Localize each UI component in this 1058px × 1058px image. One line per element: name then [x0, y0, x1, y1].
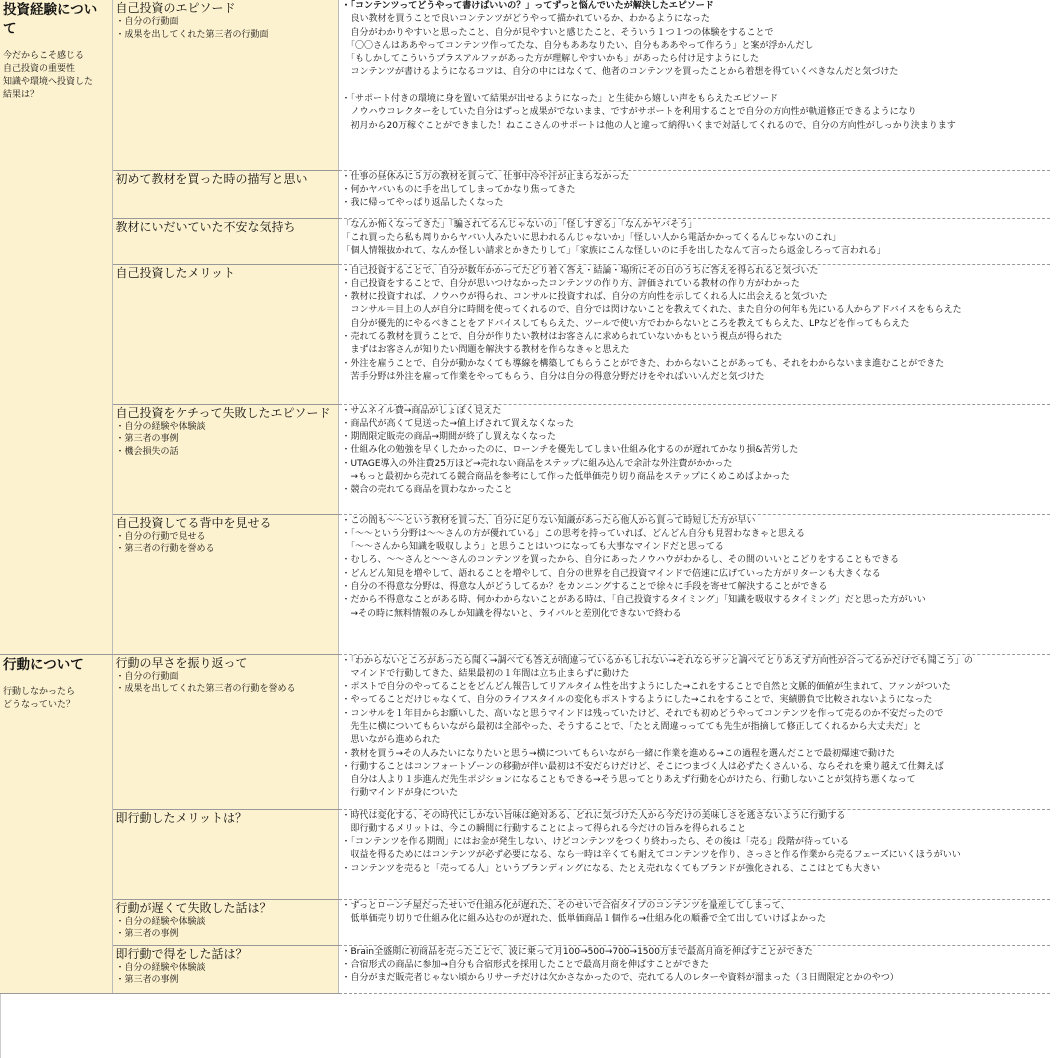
answer-line: 「個人情報抜かれて、なんか怪しい請求とかきたりして」「家族にこんな怪しいのに手を出したなんて言ったら返金しろって言われる」 — [341, 246, 886, 257]
answer-line: ・我に帰ってやっぱり返品したくなった — [341, 198, 504, 209]
section-cell[interactable] — [0, 654, 112, 993]
answer-line: ・自己投資することで、自分が数年かかってたどり着く答え・結論・場所にその日のうちに答えを得られると気づいた — [341, 265, 819, 276]
answer-line: ・コンサルを１年目からお願いした、高いなと思うマインドは残っていたけど、それでも初めどうやってコンテンツを作って売るのか不安だったので — [341, 708, 944, 719]
question-cell[interactable] — [112, 809, 338, 899]
question-subpoint: ・第三者の事例 — [115, 434, 179, 444]
question-cell[interactable] — [112, 218, 338, 264]
answer-line: ・教材を買う→その人みたいになりたいと思う→横についてもらいながら一緒に作業を進める→この過程を選んだことで最初爆速で動けた — [341, 748, 895, 759]
table-row — [0, 218, 1050, 264]
question-title: 初めて教材を買った時の描写と思い — [115, 171, 308, 186]
question-cell[interactable] — [112, 899, 338, 945]
question-title: 行動の早さを振り返って — [115, 655, 248, 670]
section-description-line: どうなっていた？ — [3, 699, 76, 710]
answer-line: →その時に無料情報のみしか知識を得ないと、ライバルと差別化できないで終わる — [341, 608, 682, 619]
table-row — [0, 945, 1050, 993]
table-row — [0, 170, 1050, 218]
section-description-line: 今だからこそ感じる — [3, 51, 85, 61]
answer-line: ・仕事の昼休みに５万の教材を買って、仕事中冷や汗が止まらなかった — [341, 171, 630, 182]
answer-line: ・UTAGE導入の外注費25万ほど→売れない商品をステップに組み込んで余計な外注費がかかった — [341, 458, 733, 469]
question-subpoint: ・成果を出してくれた第三者の行動面 — [115, 29, 269, 40]
answer-line — [342, 80, 1048, 93]
answer-line: ・ずっとローンチ屋だったせいで仕組み化が遅れた、そのせいで合宿タイプのコンテンツを量産してしまって、 — [341, 900, 790, 911]
question-cell[interactable] — [112, 404, 338, 514]
answer-line: 初月から20万稼ぐことができました！ねここさんのサポートは他の人と違って納得いくまで対話してくれるので、自分の方向性がしっかり決まります — [341, 120, 956, 131]
question-subpoint: ・自分の経験や体験談 — [115, 916, 206, 927]
section-description-line: 行動しなかったら — [3, 686, 76, 697]
answer-cell[interactable] — [338, 899, 1050, 945]
answer-line: 自分は人より１歩進んだ先生ポジションになることもできる→そう思ってとりあえず行動を心がけたら、行動しないことが気持ち悪くなって — [341, 775, 916, 786]
question-title: 教材にいだいていた不安な気持ち — [115, 219, 296, 234]
answer-line: ・行動することはコンフォートゾーンの移動が伴い最初は不安だらけだけど、そこにつまづく人は必ずたくさんいる、ならそれを乗り越えて仕舞えば — [341, 761, 944, 772]
answer-line: コンサル＝目上の人が自分に時間を使ってくれるので、自分では閃けないことを教えてくれた、また自分の何年も先にいる人からアドバイスをもらえた — [341, 305, 962, 316]
answer-line: ・やってることだけじゃなくて、自分のライフスタイルの変化もポストするようにした→これをすることで、実績勝負で比較されないようになった — [341, 695, 933, 706]
answer-line: 「もしかしてこういうプラスアルファがあった方が理解しやすいかも」があったら付け足すようにした — [341, 54, 760, 65]
question-cell[interactable] — [112, 264, 338, 404]
answer-line: ・コンテンツを売ると「売ってる人」というブランディングになる、たとえ売れなくてもブランドが強化される、ここはとても大きい — [341, 863, 881, 874]
question-cell[interactable] — [112, 170, 338, 218]
answer-line: 先生に横についてもらいながら最初は全部やった、そうすることで、「たとえ間違っってても先生が指摘して修正してくれるから大丈夫だ」と — [341, 721, 922, 732]
question-cell[interactable] — [112, 0, 338, 170]
answer-line: ・自己投資をすることで、自分が思いつけなかったコンテンツの作り方、評価されている教材の作り方がわかった — [341, 278, 800, 289]
answer-line: ・期間限定販売の商品→期間が終了し買えなくなった — [341, 432, 557, 443]
answer-line: 収益を得るためにはコンテンツが必ず必要になる、なら一時は辛くても耐えてコンテンツを作り、さっさと作る作業から売るフェーズにいくほうがいい — [341, 850, 961, 861]
answer-cell[interactable] — [338, 0, 1050, 170]
table-row — [0, 0, 1050, 170]
section-cell[interactable] — [0, 0, 112, 654]
answer-line: ノウハウコレクターをしていた自分はずっと成果がでないまま、ですがサポートを利用することで自分の方向性が軌道修正できるようになり — [341, 107, 917, 118]
section-description — [3, 686, 109, 712]
answer-line: ・どんどん知見を増やして、語れることを増やして、自分の世界を自己投資マインドで倍速に広げていった方がリターンも大きくなる — [341, 568, 881, 579]
answer-line: ・売れてる教材を買うことで、自分が作りたい教材はお客さんに求められていないかもという視点が得られた — [341, 331, 783, 342]
table-row — [0, 404, 1050, 514]
question-subpoint: ・自分の行動で見せる — [115, 531, 206, 542]
answer-line: 思いながら進められた — [341, 735, 441, 746]
question-title: 即行動で得をした話は？ — [115, 946, 248, 961]
answer-cell[interactable] — [338, 654, 1050, 809]
answer-line: 「なんか怖くなってきた」「騙されてるんじゃないの」「怪しすぎる」「なんかヤバそう」 — [341, 219, 698, 230]
answer-cell[interactable] — [338, 945, 1050, 993]
answer-line: 「〜〜さんから知識を吸収しよう」と思うことはいつになっても大事なマインドだと思ってる — [341, 542, 724, 553]
answer-line: ・ポストで自分のやってることをどんどん報告してリアルタイム性を出すようにした→これをすることで自然と文脈的価値が生まれて、ファンがついた — [341, 682, 951, 693]
answer-line: 行動マインドが身についた — [341, 788, 459, 799]
answer-line: ・商品代が高くて見送った→値上げされて買えなくなった — [341, 418, 575, 429]
question-subpoint: ・機会損失の話 — [115, 446, 179, 457]
question-subpoint: ・自分の経験や体験談 — [115, 421, 206, 432]
question-cell[interactable] — [112, 514, 338, 654]
section-description-line: 自己投資の重要性 — [3, 64, 76, 74]
answer-line: 良い教材を買うことで良いコンテンツがどうやって描かれているか、わかるようになった — [341, 14, 711, 25]
question-subpoint: ・第三者の事例 — [115, 975, 179, 985]
answer-cell[interactable] — [338, 809, 1050, 899]
answer-line: ・自分がまだ販売者じゃない頃からリサーチだけは欠かさなかったので、売れてる人のレターや資料が溜まった（３日間限定とかのやつ） — [341, 973, 899, 984]
question-title: 自己投資したメリット — [115, 265, 236, 280]
answer-line: まずはお客さんが知りたい問題を解決する教材を作らなきゃと思えた — [341, 345, 630, 356]
answer-line: ・「〜〜という分野は〜〜さんの方が優れている」この思考を持っていれば、どんどん自分も見習わなきゃと思える — [341, 528, 806, 539]
question-cell[interactable] — [112, 945, 338, 993]
question-title: 自己投資のエピソード — [115, 1, 236, 15]
answer-line: ・サムネイル費→商品がしょぼく見えた — [341, 405, 502, 416]
question-title: 即行動したメリットは？ — [115, 810, 248, 825]
answer-line: 苦手分野は外注を雇って作業をやってもらう、自分は自分の得意分野だけをやればいいんだと気づけた — [341, 371, 765, 382]
answer-line: ・外注を雇うことで、自分が動かなくても導線を構築してもらうことができた、わからないことがあっても、それをわからないまま進むことができた — [341, 358, 945, 369]
answer-line: ・だから不得意なことがある時、何かわからないことがある時は、「自己投資するタイミング」「知識を吸収するタイミング」だと思った方がいい — [341, 595, 926, 606]
question-title: 自己投資をケチって失敗したエピソード — [115, 405, 331, 420]
answer-line: マインドで行動してきた、結果最初の１年間は立ち止まらずに動けた — [341, 668, 630, 679]
question-cell[interactable] — [112, 654, 338, 809]
table-row — [0, 654, 1050, 809]
question-subpoint: ・自分の経験や体験談 — [115, 962, 206, 973]
answer-line: ・時代は変化する、その時代にしかない旨味は絶対ある、どれに気づけた人から今だけの美味しさを逃さないように行動する — [341, 810, 846, 821]
answer-line: ・むしろ、〜〜さんと〜〜さんのコンテンツを買ったから、自分にあったノウハウがわかるし、その間のいいとこどりをすることもできる — [341, 555, 899, 566]
answer-cell[interactable] — [338, 218, 1050, 264]
answer-line: ・教材に投資すれば、ノウハウが得られ、コンサルに投資すれば、自分の方向性を示してくれる人に出会えると気づいた — [341, 292, 828, 303]
answer-line: 自分が優先的にやるべきことをアドバイスしてもらえた、ツールで使い方でわからないところを教えてもらえた、LPなどを作ってもらえた — [341, 318, 910, 329]
question-title: 行動が遅くて失敗した話は？ — [115, 900, 272, 915]
answer-line: ・「コンテンツを作る期間」にはお金が発生しない、けどコンテンツをつくり終わったら、その後は「売る」段階が待っている — [341, 837, 850, 848]
answer-line: 即行動するメリットは、今この瞬間に行動することによって得られる今だけの旨みを得られること — [341, 823, 747, 834]
answer-line: 低単価売り切りで仕組み化に組み込むのが遅れた、低単価商品１個作る→仕組み化の順番で全て出していけばよかった — [341, 913, 827, 924]
answer-line: ・自分の不得意な分野は、得意な人がどうしてるか？をカンニングすることで徐々に手段を寄せて解決することができる — [341, 581, 828, 592]
answer-line: ・競合の売れてる商品を買わなかったこと — [341, 485, 513, 496]
answer-line: 「〇〇さんはああやってコンテンツ作ってたな、自分もああなりたい、自分もああやって作ろう」と案が浮かんだし — [341, 40, 814, 51]
question-title: 自己投資してる背中を見せる — [115, 515, 272, 530]
answer-line: ・合宿形式の商品に参加→自分も合宿形式を採用したことで最高月商を伸ばすことができた — [341, 959, 710, 970]
answer-line: コンテンツが書けるようになるコツは、自分の中にはなくて、他者のコンテンツを買ったことから着想を得ていくべきなんだと気づけた — [341, 67, 899, 78]
answer-line: ・仕組み化の勉強を早くしたかったのに、ローンチを優先してしまい仕組み化するのが遅れてかなり損&苦労した — [341, 445, 799, 456]
section-title: 行動について — [3, 656, 84, 673]
table-row — [0, 514, 1050, 654]
section-title: 投資経験について — [3, 2, 98, 37]
answer-line: ・「コンテンツってどうやって書けばいいの？」ってずっと悩んでいたが解決したエピソード — [341, 1, 714, 11]
question-subpoint: ・自分の行動面 — [115, 671, 179, 682]
answer-line: ・この間も〜〜という教材を買った、自分に足りない知識があったら他人から買って時短した方が早い — [341, 515, 756, 526]
answer-cell[interactable] — [338, 170, 1050, 218]
section-description — [3, 50, 109, 102]
section-description-line: 結果は？ — [3, 90, 40, 100]
answer-line: ・Brain全盛期に初商品を売ったことで、波に乗って月100→500→700→1500万まで最高月商を伸ばすことができた — [341, 946, 813, 957]
answer-line: ・「わからないところがあったら聞く→調べても答えが間違っているかもしれない→それならサッと調べてとりあえず方向性が合ってるかだけでも聞こう」の — [341, 655, 973, 666]
answer-line: 自分がわかりやすいと思ったこと、自分が見やすいと感じたこと、そういう１つ１つの体験をすることで — [341, 27, 774, 38]
answer-line: ・「サポート付きの環境に身を置いて結果が出せるようになった」と生徒から嬉しい声をもらえたエピソード — [341, 94, 779, 105]
table-row — [0, 264, 1050, 404]
question-subpoint: ・成果を出してくれた第三者の行動を誉める — [115, 684, 296, 694]
question-subpoint: ・第三者の行動を誉める — [115, 544, 215, 554]
answer-line: ・何かヤバいものに手を出してしまってかなり焦ってきた — [341, 184, 576, 195]
table-row — [0, 899, 1050, 945]
answer-line: 「これ買ったら私も周りからヤバい人みたいに思われるんじゃないか」「怪しい人から電話かかってくるんじゃないのこれ」 — [341, 232, 842, 243]
answer-line: →もっと最初から売れてる競合商品を参考にして作った低単価売り切り商品をステップにくめこめばよかった — [341, 471, 790, 482]
answer-cell[interactable] — [338, 404, 1050, 514]
question-subpoint: ・自分の行動面 — [115, 17, 179, 27]
question-subpoint: ・第三者の事例 — [115, 929, 179, 939]
table-row — [0, 809, 1050, 899]
section-description-line: 知識や環境へ投資した — [3, 77, 94, 87]
answer-cell[interactable] — [338, 264, 1050, 404]
answer-cell[interactable] — [338, 514, 1050, 654]
